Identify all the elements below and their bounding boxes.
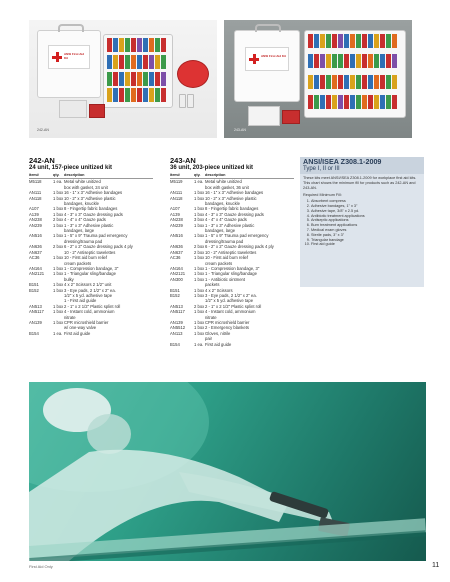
item-number-cell: AN238: [170, 217, 183, 223]
kit-lid: [234, 30, 300, 102]
kit-title: 242-AN: [29, 156, 55, 165]
description-cell: 6 - 2" x 2" Gauze dressing pads 4 ply: [64, 244, 133, 250]
table-row: [29, 331, 153, 336]
quantity-cell: 1 box: [194, 292, 205, 298]
item-number-cell: A107: [170, 206, 180, 212]
quantity-cell: 3 box: [194, 217, 205, 223]
quantity-cell: 1 box: [53, 282, 64, 288]
description-cell: Gloves, nitrile: [205, 330, 231, 336]
header-desc: description: [64, 173, 85, 177]
description-cell: cream packets: [64, 260, 92, 266]
quantity-cell: 1 box: [194, 330, 205, 336]
item-number-cell: AN139: [29, 319, 42, 325]
photo-caption-right: 243-AN: [234, 128, 246, 132]
kit-body: [304, 30, 406, 118]
quantity-cell: 1 box: [194, 309, 205, 315]
description-cell: 1 - Compression bandage, 3": [205, 265, 260, 271]
photo-caption-left: 242-AN: [37, 128, 49, 132]
quantity-cell: 1 box: [53, 206, 64, 212]
description-cell: 1 - First aid guide: [64, 298, 97, 304]
description-cell: 8 - Fingertip fabric bandages: [64, 206, 118, 212]
bottle-icon: [187, 94, 194, 108]
description-cell: 6 - 2" x 2" Gauze dressing pads 4 ply: [205, 244, 274, 250]
quantity-cell: 2 box: [53, 244, 64, 250]
kit-card-text: ANSI First Aid Kit: [64, 52, 85, 60]
description-cell: 4 x 2" Scissors 2 1/2" unit: [64, 282, 112, 288]
item-number-cell: AN2121: [170, 271, 186, 277]
description-cell: bandages, knuckle: [64, 201, 99, 207]
description-cell: box with gasket, 24 unit: [64, 184, 108, 190]
kit-lid: [37, 30, 101, 98]
description-cell: 10 - 2" Antiseptic towelettes: [205, 249, 257, 255]
ansi-list-item: 8. Sterile pads, 3" x 3": [311, 233, 421, 238]
quantity-cell: 1 ea.: [194, 341, 204, 347]
description-cell: 1 - Antibiotic ointment: [205, 276, 246, 282]
description-cell: w/ one-way valve: [64, 325, 97, 331]
kit-handle: [255, 24, 281, 32]
item-number-cell: M5119: [170, 179, 183, 185]
description-cell: 1 - Triangular sling/bandage: [205, 271, 257, 277]
item-number-cell: B154: [29, 330, 39, 336]
description-cell: 1 - 3" x 3" Adhesive plastic: [64, 222, 114, 228]
description-cell: Metal white unitized: [205, 179, 242, 185]
description-cell: 2 - 1" x 2 1/2" Plastic splint roll: [64, 303, 121, 309]
page-number: 11: [432, 562, 440, 569]
quantity-cell: 1 box: [194, 190, 205, 196]
ansi-list-item: 1. Absorbent compress: [311, 199, 421, 204]
description-cell: CPR microshield barrier: [205, 319, 250, 325]
description-cell: packets: [205, 282, 220, 288]
description-cell: box with gasket, 36 unit: [205, 184, 249, 190]
quantity-cell: 2 box: [194, 303, 205, 309]
item-number-cell: AN300: [170, 276, 183, 282]
quantity-cell: 1 ea.: [194, 179, 204, 185]
quantity-cell: 1 box: [194, 319, 205, 325]
kit-contents: [308, 34, 402, 114]
quantity-cell: 1 box: [53, 255, 64, 261]
description-cell: 4 - 4" x 4" Gauze pads: [64, 217, 106, 223]
description-cell: 1 - 5" x 9" Trauma pad emergency: [205, 233, 269, 239]
item-number-cell: AN164: [170, 265, 183, 271]
quantity-cell: 1 box: [194, 195, 205, 201]
ansi-header: [300, 157, 424, 174]
description-cell: 10 - 2" Antiseptic towelettes: [64, 249, 116, 255]
item-number-cell: AN636: [29, 244, 42, 250]
item-number-cell: B151: [29, 282, 39, 288]
kit-card-text: ANSI First Aid Kit: [261, 54, 286, 58]
description-cell: 8 - Fingertip fabric bandages: [205, 206, 259, 212]
item-number-cell: AN516: [170, 233, 183, 239]
kit-lid-card: [245, 47, 289, 71]
quantity-cell: 1 ea.: [53, 330, 63, 336]
quantity-cell: 1 box: [53, 265, 64, 271]
item-number-cell: AN118: [170, 195, 183, 201]
ansi-list-item: 5. Antiseptic applications: [311, 218, 421, 223]
item-number-cell: AN111: [170, 190, 183, 196]
quantity-cell: 1 box: [53, 190, 64, 196]
description-cell: 16 - 1" x 3" Adhesive bandages: [205, 190, 264, 196]
ansi-list-item: 2. Adhesive bandages, 1" x 3": [311, 204, 421, 209]
description-cell: 1 - Triangular sling/bandage: [64, 271, 116, 277]
kit-contents: [107, 38, 169, 104]
quantity-cell: 1 ea.: [53, 179, 63, 185]
item-number-cell: AN5117: [170, 309, 185, 315]
loose-item-pack: [248, 106, 280, 126]
item-number-cell: AN513: [29, 303, 42, 309]
item-number-cell: AC36: [170, 255, 181, 261]
description-cell: CPR microshield barrier: [64, 319, 109, 325]
description-cell: bulky: [64, 276, 74, 282]
description-cell: 1/2" x 5 yd. adhesive tape: [64, 292, 113, 298]
kit-table-242an: [29, 157, 153, 336]
table-body: [170, 179, 294, 347]
quantity-cell: 1 box: [53, 195, 64, 201]
description-cell: 1/2" x 5 yd. adhesive tape: [205, 298, 254, 304]
ansi-intro: These kits meet ANSI/ISEA Z308.1-2009 for workplace first aid kits. This chart shows the minimum fill for products such as 242-AN and 243-AN.: [303, 176, 417, 190]
kit-subtitle: 36 unit, 203-piece unitized kit: [170, 165, 254, 171]
description-cell: 10 - First aid burn relief: [64, 255, 108, 261]
quantity-cell: 1 box: [194, 271, 205, 277]
kit-handle: [58, 24, 84, 32]
header-item: item#: [29, 173, 39, 177]
description-cell: Metal white unitized: [64, 179, 101, 185]
item-number-cell: AN5117: [29, 309, 44, 315]
description-cell: pair: [205, 336, 212, 342]
item-number-cell: AN637: [170, 249, 183, 255]
ansi-list-item: 7. Medical exam gloves: [311, 228, 421, 233]
quantity-cell: 1 box: [194, 206, 205, 212]
kit-body: [103, 34, 173, 108]
item-number-cell: A139: [170, 211, 180, 217]
item-number-cell: AN113: [170, 330, 183, 336]
description-cell: 2 - Emergency blankets: [205, 325, 249, 331]
quantity-cell: 2 box: [53, 217, 64, 223]
quantity-cell: 1 box: [194, 287, 205, 293]
description-cell: bandages, large: [205, 228, 236, 234]
item-number-cell: B151: [170, 287, 180, 293]
description-cell: 2 - 1" x 2 1/2" Plastic splint roll: [205, 303, 262, 309]
item-number-cell: AN238: [29, 217, 42, 223]
ansi-list-item: 6. Burn treatment applications: [311, 223, 421, 228]
item-number-cell: AN118: [29, 195, 42, 201]
burn-gel-disc: [177, 60, 209, 88]
description-cell: 4 - 4" x 4" Gauze pads: [205, 217, 247, 223]
ansi-list-item: 4. Antibiotic treatment applications: [311, 214, 421, 219]
quantity-cell: 1 box: [53, 233, 64, 239]
quantity-cell: 1 box: [53, 319, 64, 325]
item-number-cell: AN636: [170, 244, 183, 250]
description-cell: 4 - Instant cold, ammonium: [64, 309, 115, 315]
kit-table-243an: [170, 157, 294, 347]
description-cell: 4 - 3" x 3" Gauze dressing pads: [205, 211, 264, 217]
loose-item-red: [89, 104, 105, 118]
quantity-cell: 1 box: [194, 265, 205, 271]
ansi-requirements-list: [303, 199, 421, 247]
description-cell: 16 - 1" x 3" Adhesive bandages: [64, 190, 123, 196]
description-cell: nitrate: [64, 314, 76, 320]
description-cell: bandages, large: [64, 228, 95, 234]
ansi-type: Type I, II or III: [303, 166, 340, 172]
description-cell: nitrate: [205, 314, 217, 320]
item-number-cell: B154: [170, 341, 180, 347]
description-cell: 1 - 3" x 3" Adhesive plastic: [205, 222, 255, 228]
item-number-cell: B152: [170, 292, 180, 298]
loose-item-pack: [59, 100, 87, 118]
quantity-cell: 1 box: [53, 211, 64, 217]
quantity-cell: 1 box: [53, 303, 64, 309]
quantity-cell: 1 box: [194, 233, 205, 239]
table-body: [29, 179, 153, 336]
description-cell: 4 - Instant cold, ammonium: [205, 309, 256, 315]
description-cell: 1 - 5" x 9" Trauma pad emergency: [64, 233, 128, 239]
item-number-cell: AN164: [29, 265, 42, 271]
description-cell: 1 - Compression bandage, 3": [64, 265, 119, 271]
quantity-cell: 1 box: [194, 211, 205, 217]
description-cell: First aid guide: [205, 341, 232, 347]
item-number-cell: M5118: [29, 179, 42, 185]
header-desc: description: [205, 173, 226, 177]
ansi-body: [300, 174, 424, 249]
description-cell: cream packets: [205, 260, 233, 266]
ansi-title: ANSI/ISEA Z308.1-2009: [303, 157, 382, 166]
quantity-cell: 1 box: [194, 255, 205, 261]
quantity-cell: 1 box: [194, 325, 205, 331]
item-number-cell: A139: [29, 211, 39, 217]
description-cell: dressing/trauma pad: [64, 238, 103, 244]
header-item: item#: [170, 173, 180, 177]
ansi-info-box: [300, 157, 424, 287]
item-number-cell: AN239: [29, 222, 42, 228]
header-qty: qty.: [53, 173, 60, 177]
worker-illustration: [29, 382, 426, 561]
ansi-list-heading: Required Minimum Fill:: [303, 193, 342, 198]
header-qty: qty.: [194, 173, 201, 177]
ansi-list-item: 9. Triangular bandage: [311, 238, 421, 243]
quantity-cell: 1 box: [53, 271, 64, 277]
kit-title: 243-AN: [170, 156, 196, 165]
item-number-cell: AN239: [170, 222, 183, 228]
item-number-cell: AN516: [29, 233, 42, 239]
item-number-cell: A107: [29, 206, 39, 212]
description-cell: 10 - 2" x 3" Adhesive plastic: [64, 195, 116, 201]
ansi-list-item: 3. Adhesive tape, 3/8" x 2.5 yd.: [311, 209, 421, 214]
description-cell: 4 x 2" Scissors: [205, 287, 233, 293]
loose-item-red: [282, 110, 300, 124]
red-cross-icon: [52, 52, 62, 62]
item-number-cell: AN5512: [170, 325, 186, 331]
item-number-cell: AN513: [170, 303, 183, 309]
quantity-cell: 1 box: [53, 222, 64, 228]
bottle-icon: [179, 94, 186, 108]
ansi-list-item: 10. First aid guide: [311, 242, 421, 247]
table-row: [170, 342, 294, 347]
item-number-cell: AN637: [29, 249, 42, 255]
item-number-cell: AN2121: [29, 271, 45, 277]
quantity-cell: 1 box: [194, 276, 205, 282]
item-number-cell: AC36: [29, 255, 40, 261]
quantity-cell: 2 box: [194, 249, 205, 255]
description-cell: bandages, knuckle: [205, 201, 240, 207]
worker-photo: [29, 382, 426, 561]
quantity-cell: 1 box: [53, 287, 64, 293]
quantity-cell: 1 box: [53, 309, 64, 315]
quantity-cell: 1 box: [194, 222, 205, 228]
description-cell: First aid guide: [64, 330, 91, 336]
item-number-cell: AN139: [170, 319, 183, 325]
item-number-cell: B152: [29, 287, 39, 293]
description-cell: 10 - 2" x 3" Adhesive plastic: [205, 195, 257, 201]
description-cell: dressing/trauma pad: [205, 238, 244, 244]
product-photo-243an: [224, 20, 412, 138]
item-number-cell: AN111: [29, 190, 42, 196]
description-cell: 3 - Eye pads, 2 1/2" x 2" ea.: [205, 292, 257, 298]
description-cell: 10 - First aid burn relief: [205, 255, 249, 261]
kit-subtitle: 24 unit, 157-piece unitized kit: [29, 165, 113, 171]
footer-brand: First Aid Only: [29, 564, 53, 569]
description-cell: 4 - 3" x 3" Gauze dressing pads: [64, 211, 123, 217]
product-photo-242an: [29, 20, 217, 138]
quantity-cell: 2 box: [194, 244, 205, 250]
red-cross-icon: [249, 54, 259, 64]
kit-lid-card: [48, 45, 90, 69]
description-cell: 3 - Eye pads, 2 1/2" x 2" ea.: [64, 287, 116, 293]
